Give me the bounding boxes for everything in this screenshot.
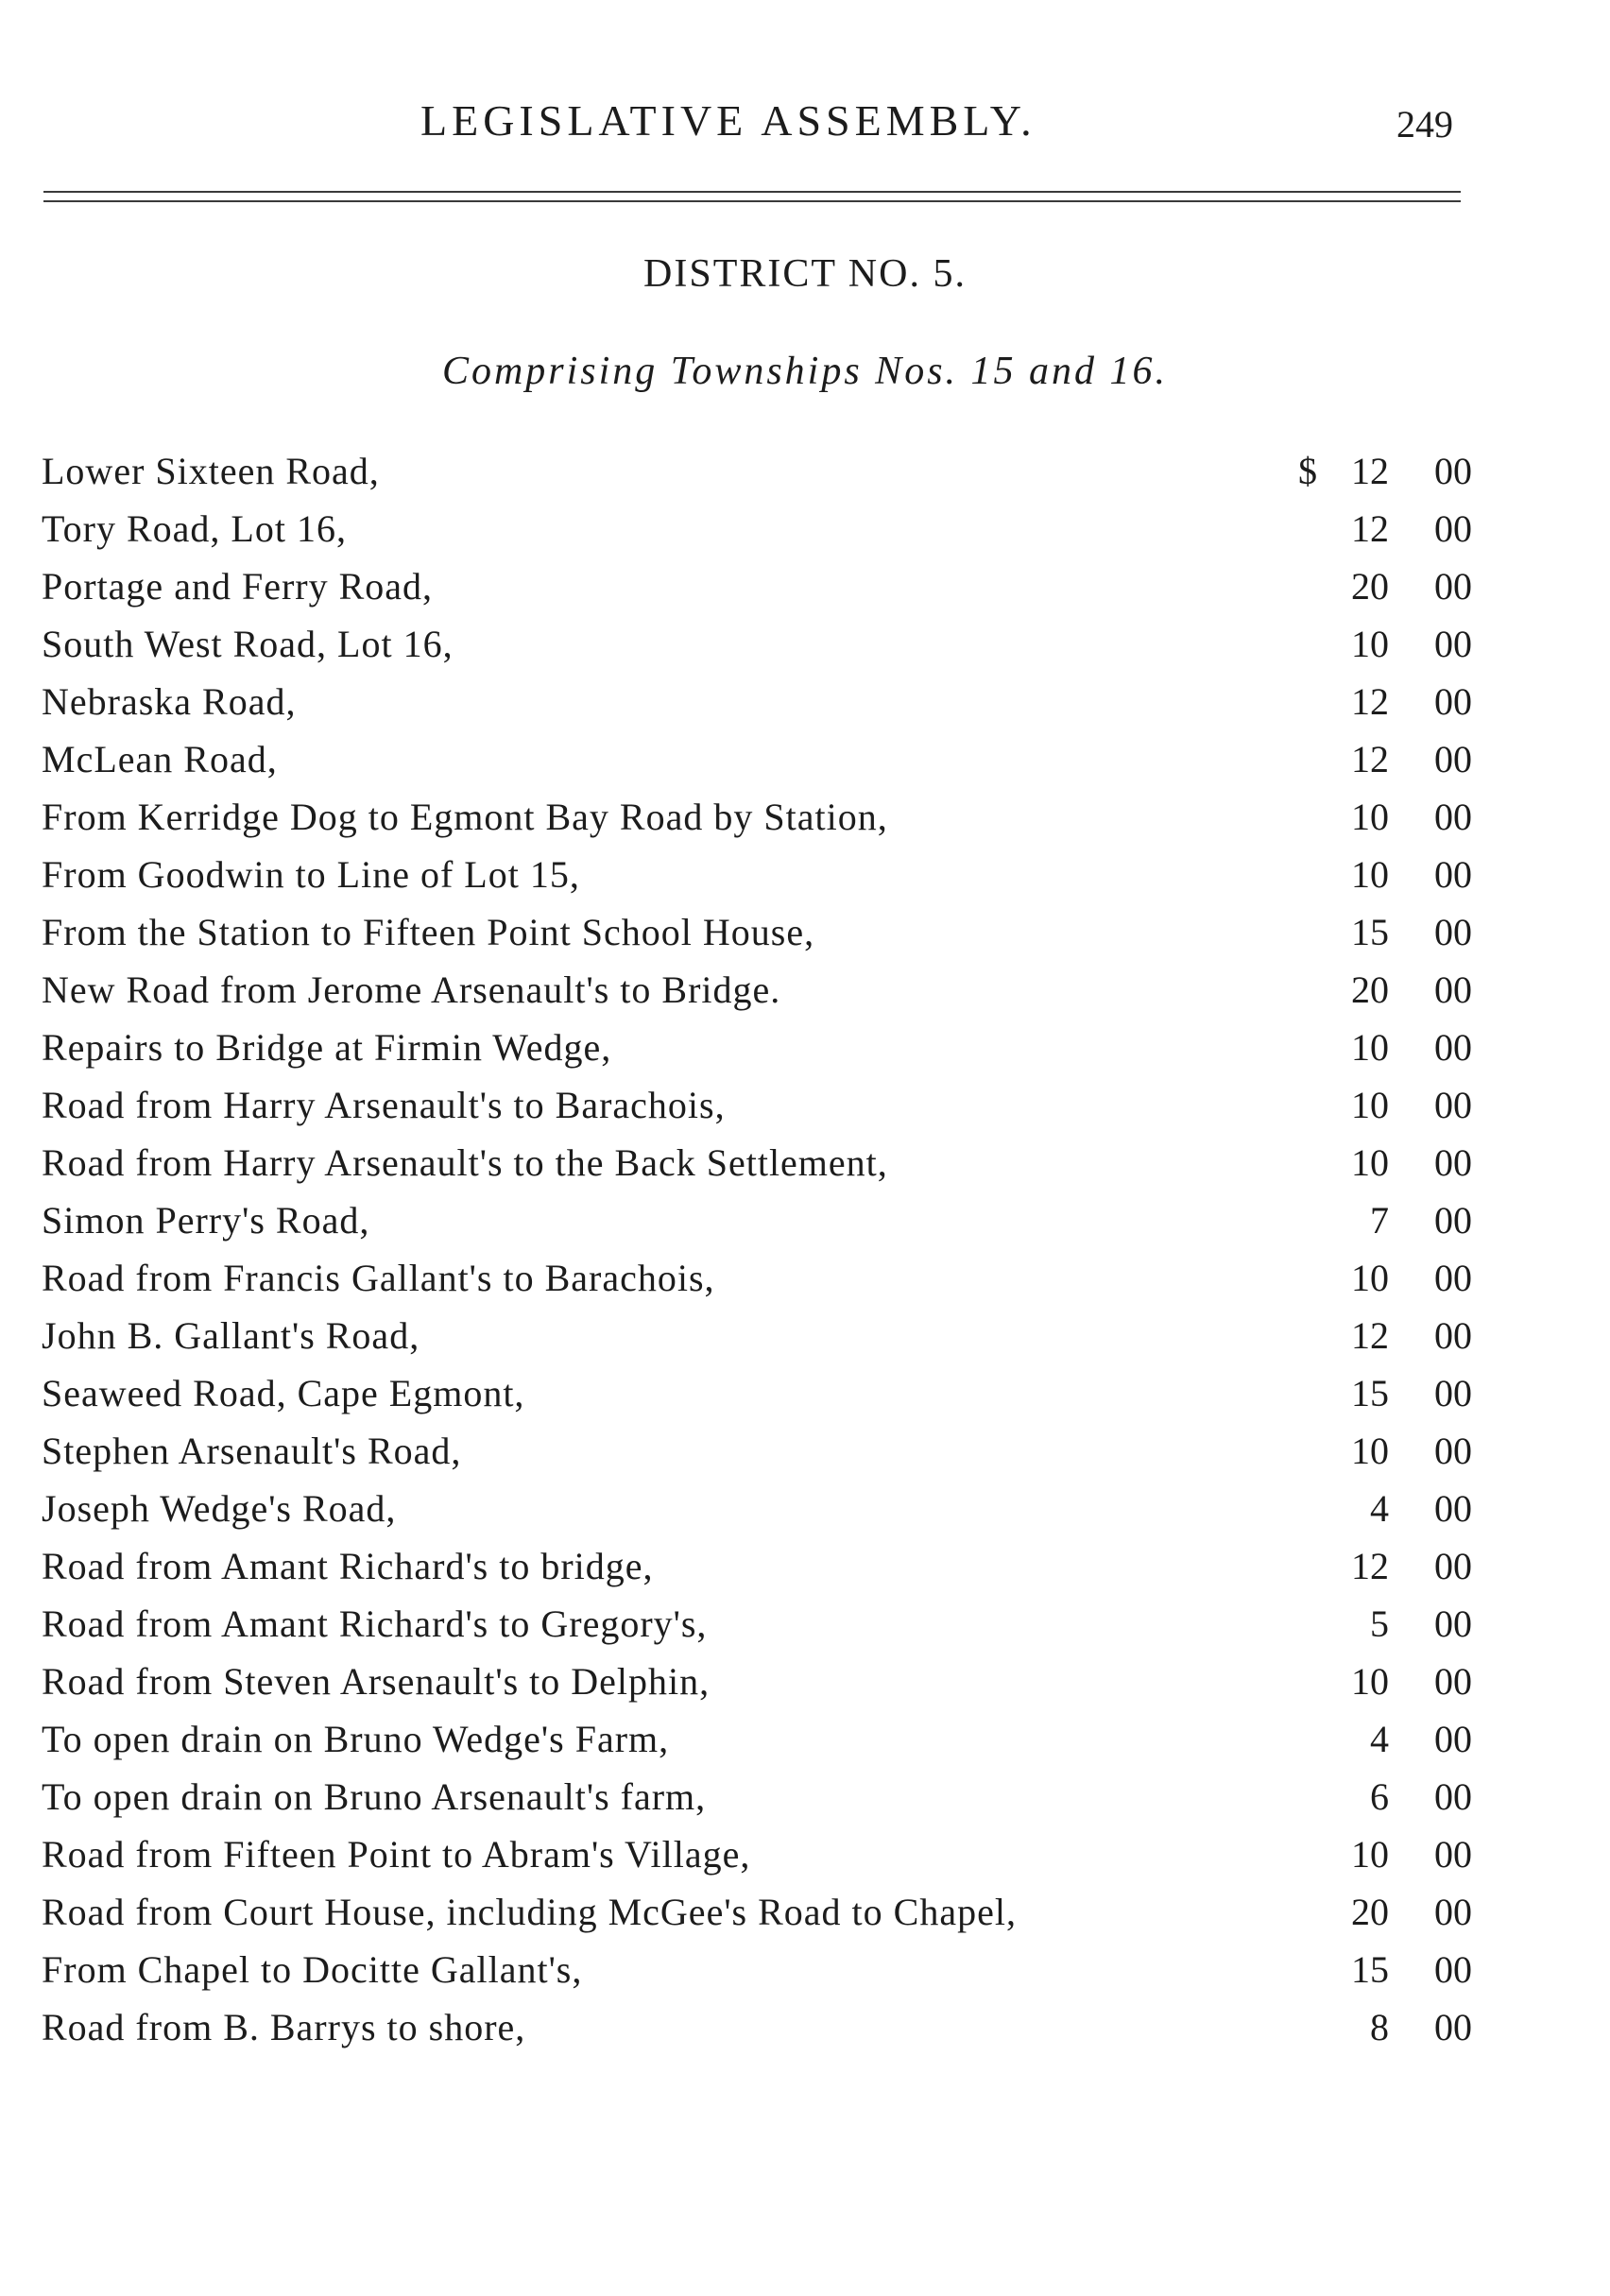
amount-cents: 00: [1434, 796, 1472, 838]
entry-label: Tory Road, Lot 16,: [42, 507, 347, 550]
entry-label: Road from Francis Gallant's to Barachois,: [42, 1257, 715, 1299]
list-item: [42, 1249, 1478, 1307]
amount-dollars: 10: [1351, 796, 1389, 838]
list-item: [42, 1825, 1478, 1883]
amount-cents: 00: [1434, 1718, 1472, 1760]
amount-cents: 00: [1434, 507, 1472, 550]
amount-dollars: 12: [1351, 450, 1389, 492]
amount-cents: 00: [1434, 1948, 1472, 1991]
amount-cents: 00: [1434, 1545, 1472, 1587]
amount-cents: 00: [1434, 1026, 1472, 1069]
entry-label: Stephen Arsenault's Road,: [42, 1430, 462, 1472]
amount-cents: 00: [1434, 1602, 1472, 1645]
amount-dollars: 10: [1351, 1660, 1389, 1703]
entry-label: To open drain on Bruno Arsenault's farm,: [42, 1775, 707, 1818]
page-number: 249: [1396, 103, 1453, 146]
amount-cents: 00: [1434, 1487, 1472, 1530]
entry-label: To open drain on Bruno Wedge's Farm,: [42, 1718, 670, 1760]
entry-label: From Kerridge Dog to Egmont Bay Road by Station,: [42, 796, 888, 838]
entry-label: Joseph Wedge's Road,: [42, 1487, 397, 1530]
list-item: [42, 846, 1478, 903]
amount-cents: 00: [1434, 1372, 1472, 1414]
list-item: [42, 903, 1478, 961]
amount-dollars: 10: [1351, 1833, 1389, 1876]
entry-label: Road from B. Barrys to shore,: [42, 2006, 526, 2048]
currency-symbol: $: [1298, 450, 1317, 492]
amount-dollars: 15: [1351, 1948, 1389, 1991]
amount-dollars: 15: [1351, 1372, 1389, 1414]
list-item: [42, 1019, 1478, 1076]
entry-label: Nebraska Road,: [42, 680, 297, 723]
amount-dollars: 10: [1351, 1141, 1389, 1184]
entry-label: Road from Amant Richard's to bridge,: [42, 1545, 654, 1587]
entry-label: New Road from Jerome Arsenault's to Bridge.: [42, 968, 781, 1011]
list-item: [42, 1768, 1478, 1825]
amount-cents: 00: [1434, 450, 1472, 492]
entry-label: From Chapel to Docitte Gallant's,: [42, 1948, 583, 1991]
list-item: [42, 557, 1478, 615]
entry-label: Seaweed Road, Cape Egmont,: [42, 1372, 525, 1414]
list-item: [42, 1076, 1478, 1134]
entry-label: John B. Gallant's Road,: [42, 1314, 420, 1357]
entry-label: South West Road, Lot 16,: [42, 623, 454, 665]
entry-label: From the Station to Fifteen Point School House,: [42, 911, 815, 953]
amount-cents: 00: [1434, 623, 1472, 665]
amount-cents: 00: [1434, 565, 1472, 608]
list-item: [42, 1883, 1478, 1941]
amount-dollars: 4: [1370, 1487, 1389, 1530]
amount-cents: 00: [1434, 1257, 1472, 1299]
amount-dollars: 12: [1351, 738, 1389, 780]
amount-dollars: 10: [1351, 1084, 1389, 1126]
list-item: [42, 788, 1478, 846]
district-title: DISTRICT NO. 5.: [643, 252, 967, 296]
list-item: [42, 1941, 1478, 1998]
entry-label: Simon Perry's Road,: [42, 1199, 370, 1242]
amount-dollars: 12: [1351, 680, 1389, 723]
amount-dollars: 5: [1370, 1602, 1389, 1645]
entry-label: Road from Amant Richard's to Gregory's,: [42, 1602, 708, 1645]
entry-label: Portage and Ferry Road,: [42, 565, 434, 608]
entry-label: Road from Steven Arsenault's to Delphin,: [42, 1660, 711, 1703]
amount-cents: 00: [1434, 1775, 1472, 1818]
list-item: [42, 442, 1478, 500]
amount-cents: 00: [1434, 911, 1472, 953]
amount-dollars: 10: [1351, 623, 1389, 665]
entry-label: Road from Fifteen Point to Abram's Village,: [42, 1833, 751, 1876]
amount-dollars: 6: [1370, 1775, 1389, 1818]
amount-cents: 00: [1434, 1891, 1472, 1933]
list-item: [42, 1191, 1478, 1249]
list-item: [42, 1307, 1478, 1364]
amount-dollars: 8: [1370, 2006, 1389, 2048]
amount-cents: 00: [1434, 1833, 1472, 1876]
entry-label: Road from Court House, including McGee's Road to Chapel,: [42, 1891, 1017, 1933]
list-item: [42, 1422, 1478, 1480]
amount-cents: 00: [1434, 1141, 1472, 1184]
amount-dollars: 15: [1351, 911, 1389, 953]
amount-dollars: 4: [1370, 1718, 1389, 1760]
amount-dollars: 20: [1351, 1891, 1389, 1933]
running-head: [0, 93, 1610, 149]
amount-dollars: 7: [1370, 1199, 1389, 1242]
list-item: [42, 1364, 1478, 1422]
list-item: [42, 1595, 1478, 1653]
list-item: [42, 1537, 1478, 1595]
header-rule-bottom: [43, 200, 1461, 202]
amount-cents: 00: [1434, 1430, 1472, 1472]
list-item: [42, 730, 1478, 788]
amount-dollars: 12: [1351, 507, 1389, 550]
entry-label: Road from Harry Arsenault's to the Back Settlement,: [42, 1141, 888, 1184]
entry-label: Lower Sixteen Road,: [42, 450, 380, 492]
amount-cents: 00: [1434, 1314, 1472, 1357]
amount-dollars: 20: [1351, 565, 1389, 608]
list-item: [42, 673, 1478, 730]
list-item: [42, 1998, 1478, 2056]
amount-dollars: 10: [1351, 1430, 1389, 1472]
list-item: [42, 1710, 1478, 1768]
entry-label: Repairs to Bridge at Firmin Wedge,: [42, 1026, 612, 1069]
entry-label: Road from Harry Arsenault's to Barachois,: [42, 1084, 726, 1126]
appropriation-list: [42, 442, 1478, 2056]
amount-dollars: 12: [1351, 1545, 1389, 1587]
entry-label: From Goodwin to Line of Lot 15,: [42, 853, 580, 896]
list-item: [42, 961, 1478, 1019]
list-item: [42, 1480, 1478, 1537]
header-rule-top: [43, 191, 1461, 193]
district-subtitle: Comprising Townships Nos. 15 and 16.: [441, 350, 1169, 393]
list-item: [42, 1134, 1478, 1191]
list-item: [42, 1653, 1478, 1710]
entry-label: McLean Road,: [42, 738, 278, 780]
running-title: LEGISLATIVE ASSEMBLY.: [420, 96, 1036, 145]
amount-cents: 00: [1434, 1199, 1472, 1242]
amount-dollars: 10: [1351, 853, 1389, 896]
amount-dollars: 10: [1351, 1026, 1389, 1069]
list-item: [42, 500, 1478, 557]
amount-dollars: 20: [1351, 968, 1389, 1011]
amount-cents: 00: [1434, 680, 1472, 723]
amount-cents: 00: [1434, 1084, 1472, 1126]
amount-dollars: 10: [1351, 1257, 1389, 1299]
list-item: [42, 615, 1478, 673]
amount-dollars: 12: [1351, 1314, 1389, 1357]
amount-cents: 00: [1434, 853, 1472, 896]
amount-cents: 00: [1434, 968, 1472, 1011]
amount-cents: 00: [1434, 738, 1472, 780]
amount-cents: 00: [1434, 1660, 1472, 1703]
amount-cents: 00: [1434, 2006, 1472, 2048]
